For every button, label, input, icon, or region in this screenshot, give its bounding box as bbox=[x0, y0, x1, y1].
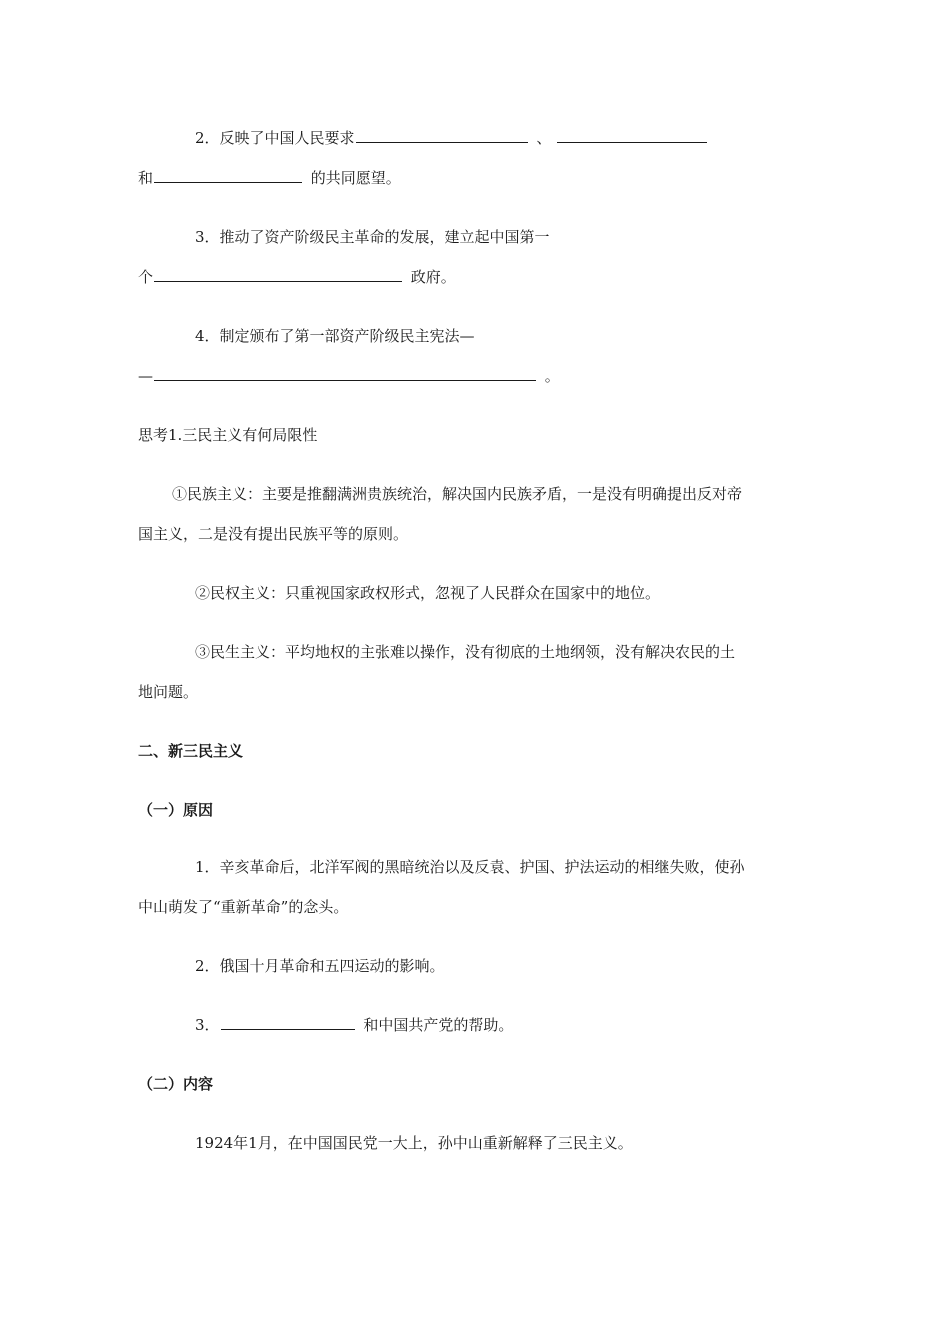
limit3-line1: ③民生主义：平均地权的主张难以操作，没有彻底的土地纲领，没有解决农民的土 bbox=[195, 643, 736, 661]
limit1-line1: ①民族主义：主要是推翻满洲贵族统治，解决国内民族矛盾，一是没有明确提出反对帝 bbox=[172, 485, 743, 503]
think1-heading: 思考1.三民主义有何局限性 bbox=[138, 426, 318, 444]
item4-line2-end: 。 bbox=[544, 367, 560, 385]
item3-line1: 3．推动了资产阶级民主革命的发展，建立起中国第一 bbox=[195, 228, 550, 246]
reason3-prefix: 3． bbox=[195, 1016, 220, 1034]
item3-line2-end: 政府。 bbox=[410, 268, 456, 286]
item2-line2-start: 和 bbox=[138, 169, 154, 187]
limit2-text: ②民权主义：只重视国家政权形式，忽视了人民群众在国家中的地位。 bbox=[195, 584, 661, 602]
reason1-line1: 1．辛亥革命后，北洋军阀的黑暗统治以及反袁、护国、护法运动的相继失败，使孙 bbox=[195, 858, 745, 876]
reason1-line2: 中山萌发了“重新革命”的念头。 bbox=[138, 898, 349, 916]
item2-line2 bbox=[138, 168, 401, 188]
item2-line2-end: 的共同愿望。 bbox=[310, 169, 401, 187]
fill-blank[interactable] bbox=[154, 168, 302, 183]
item2-separator: 、 bbox=[536, 129, 552, 147]
item4-line2-start: — bbox=[138, 367, 153, 385]
fill-blank[interactable] bbox=[221, 1015, 355, 1030]
content1-text: 1924年1月，在中国国民党一大上，孙中山重新解释了三民主义。 bbox=[195, 1134, 633, 1152]
reason3-text bbox=[195, 1015, 513, 1035]
sub1-title: （一）原因 bbox=[138, 801, 214, 819]
fill-blank[interactable] bbox=[557, 128, 707, 143]
fill-blank[interactable] bbox=[154, 366, 536, 381]
item2-prefix: 2．反映了中国人民要求 bbox=[195, 129, 355, 147]
item3-line2 bbox=[138, 267, 456, 287]
item4-line2 bbox=[138, 366, 560, 386]
fill-blank[interactable] bbox=[356, 128, 528, 143]
item2-line1 bbox=[195, 128, 711, 148]
sub2-title: （二）内容 bbox=[138, 1075, 214, 1093]
item4-line1: 4．制定颁布了第一部资产阶级民主宪法— bbox=[195, 327, 475, 345]
reason2-text: 2．俄国十月革命和五四运动的影响。 bbox=[195, 957, 445, 975]
limit3-line2: 地问题。 bbox=[138, 683, 199, 701]
section2-title: 二、新三民主义 bbox=[138, 742, 244, 760]
item3-line2-start: 个 bbox=[138, 268, 154, 286]
reason3-suffix: 和中国共产党的帮助。 bbox=[363, 1016, 514, 1034]
fill-blank[interactable] bbox=[154, 267, 402, 282]
limit1-line2: 国主义，二是没有提出民族平等的原则。 bbox=[138, 525, 409, 543]
